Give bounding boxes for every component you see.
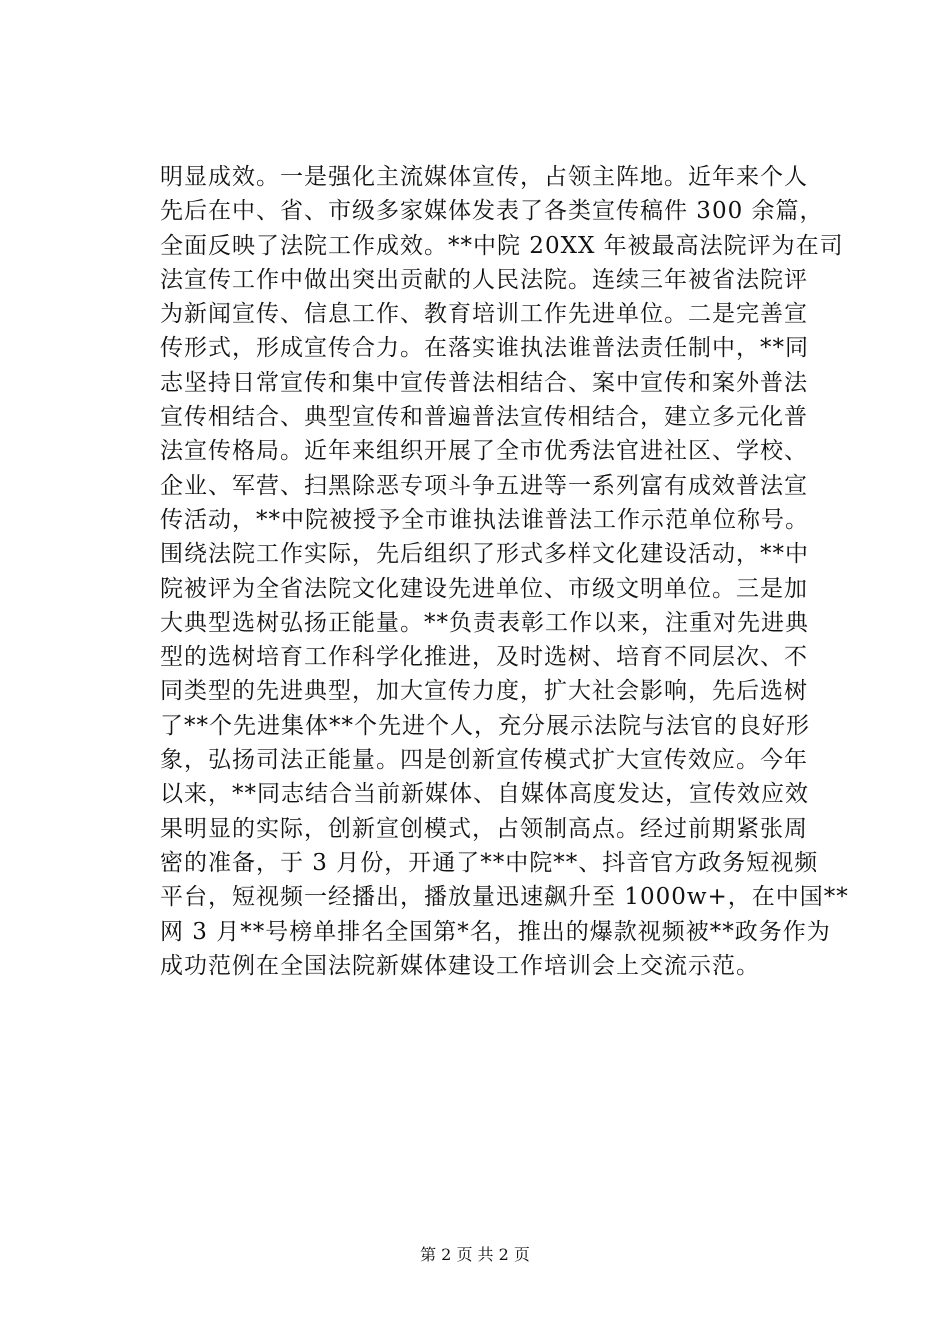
text-line: 围绕法院工作实际，先后组织了形式多样文化建设活动，**中 [160, 541, 809, 568]
text-line: 先后在中、省、市级多家媒体发表了各类宣传稿件 300 余篇， [160, 198, 824, 225]
text-line: 型的选树培育工作科学化推进，及时选树、培育不同层次、不 [160, 644, 808, 671]
text-line: 传活动，**中院被授予全市谁执法谁普法工作示范单位称号。 [160, 506, 809, 533]
text-line: 平台，短视频一经播出，播放量迅速飙升至 1000w+，在中国** [160, 884, 849, 911]
text-line: 宣传相结合、典型宣传和普遍普法宣传相结合，建立多元化普 [160, 404, 808, 431]
body-text [160, 160, 849, 983]
text-line: 为新闻宣传、信息工作、教育培训工作先进单位。二是完善宣 [160, 301, 808, 328]
text-line: 大典型选树弘扬正能量。**负责表彰工作以来，注重对先进典 [160, 609, 809, 636]
text-line: 同类型的先进典型，加大宣传力度，扩大社会影响，先后选树 [160, 678, 808, 705]
text-line: 企业、军营、扫黑除恶专项斗争五进等一系列富有成效普法宣 [160, 472, 808, 499]
text-line: 以来，**同志结合当前新媒体、自媒体高度发达，宣传效应效 [160, 781, 809, 808]
text-line: 果明显的实际，创新宣创模式，占领制高点。经过前期紧张周 [160, 815, 808, 842]
text-line: 象，弘扬司法正能量。四是创新宣传模式扩大宣传效应。今年 [160, 747, 808, 774]
text-line: 传形式，形成宣传合力。在落实谁执法谁普法责任制中，**同 [160, 335, 809, 362]
text-line: 法宣传工作中做出突出贡献的人民法院。连续三年被省法院评 [160, 266, 808, 293]
text-line: 了**个先进集体**个先进个人，充分展示法院与法官的良好形 [160, 712, 810, 739]
text-line: 成功范例在全国法院新媒体建设工作培训会上交流示范。 [160, 952, 760, 979]
text-line: 全面反映了法院工作成效。**中院 20XX 年被最高法院评为在司 [160, 232, 844, 259]
text-line: 网 3 月**号榜单排名全国第*名，推出的爆款视频被**政务作为 [160, 918, 831, 945]
text-line: 密的准备，于 3 月份，开通了**中院**、抖音官方政务短视频 [160, 849, 819, 876]
text-line: 明显成效。一是强化主流媒体宣传，占领主阵地。近年来个人 [160, 164, 808, 190]
page-footer: 第 2 页 共 2 页 [420, 1245, 530, 1264]
text-line: 法宣传格局。近年来组织开展了全市优秀法官进社区、学校、 [160, 438, 808, 465]
text-line: 志坚持日常宣传和集中宣传普法相结合、案中宣传和案外普法 [160, 369, 808, 396]
text-line: 院被评为全省法院文化建设先进单位、市级文明单位。三是加 [160, 575, 808, 602]
